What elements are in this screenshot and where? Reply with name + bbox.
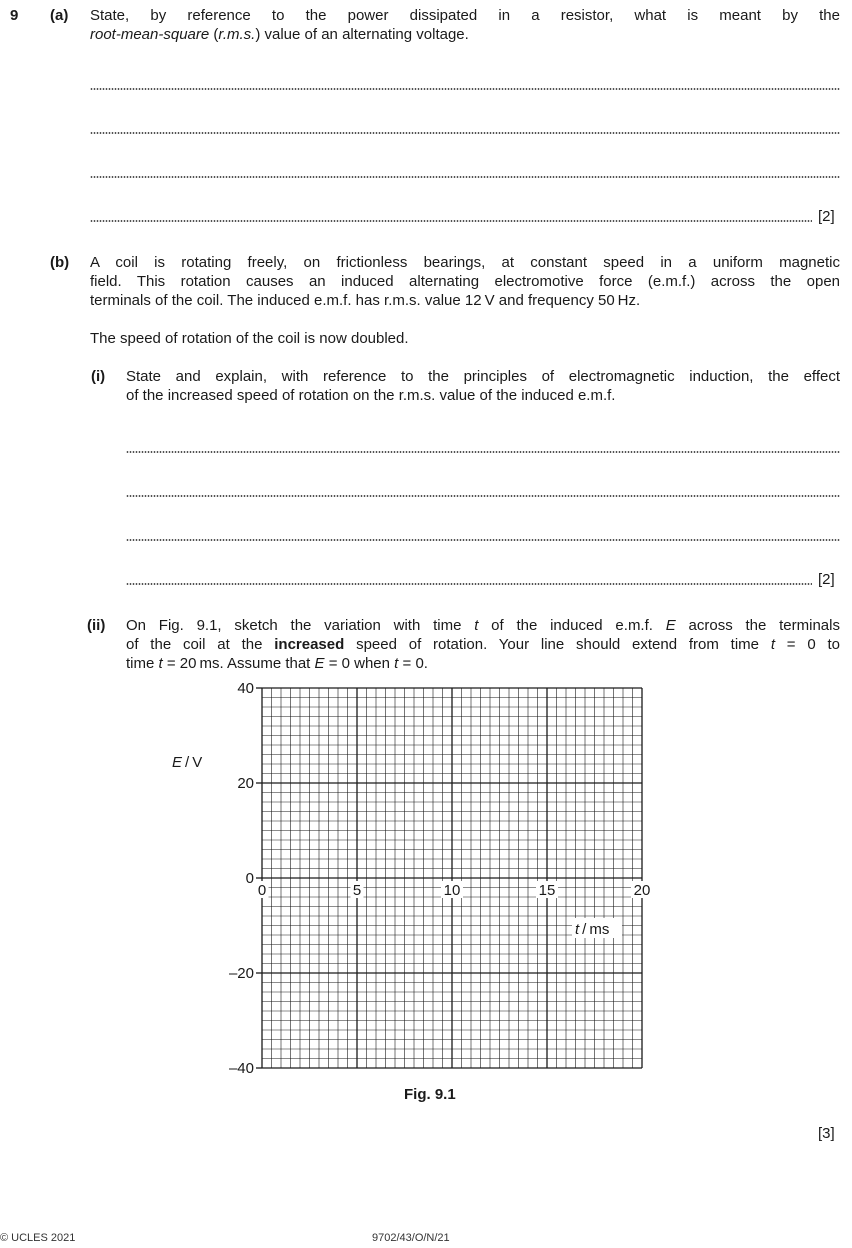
- bii-l3e: = 0 when: [324, 655, 395, 672]
- part-a-text-line1: State, by reference to the power dissipated in a resistor, what is meant by the: [90, 7, 840, 24]
- rms-abbrev: r.m.s.: [218, 26, 256, 43]
- part-b-text-line1: A coil is rotating freely, on frictionless bearings, at constant speed in a uniform magnetic: [90, 254, 840, 271]
- part-bi-text-line1: State and explain, with reference to the principles of electromagnetic induction, the effect: [126, 368, 840, 385]
- y-axis-unit: / V: [182, 754, 203, 771]
- bii-l2e: = 0 to: [774, 636, 840, 653]
- x-axis-label: [575, 921, 609, 938]
- x-tick-label: 5: [352, 882, 362, 899]
- x-tick-label: 0: [257, 882, 267, 899]
- y-tick-label: –40: [228, 1060, 254, 1077]
- marks-bi: [2]: [818, 571, 835, 588]
- part-a-label: (a): [50, 7, 69, 24]
- bii-l2d: t: [770, 636, 775, 653]
- part-b-label: (b): [50, 254, 70, 271]
- bii-l1e: across the terminals: [675, 617, 840, 634]
- part-a-text-end: ) value of an alternating voltage.: [255, 26, 469, 43]
- x-tick-label: 15: [538, 882, 556, 899]
- part-bii-label: (ii): [87, 617, 106, 634]
- paren-open: (: [209, 26, 219, 43]
- bii-l3f: t: [394, 655, 399, 672]
- bii-l1c: of the induced e.m.f.: [478, 617, 666, 634]
- marks-bii: [3]: [818, 1125, 835, 1142]
- bii-l1a: On Fig. 9.1, sketch the variation with time: [126, 617, 475, 634]
- bii-l2c: speed of rotation. Your line should extend from time: [344, 636, 771, 653]
- bii-l3g: = 0.: [398, 655, 428, 672]
- y-axis-variable: E: [172, 754, 183, 771]
- part-bi-text-line2: of the increased speed of rotation on the r.m.s. value of the induced e.m.f.: [126, 387, 616, 404]
- y-tick-label: 0: [245, 870, 254, 887]
- x-axis-variable: t: [575, 921, 580, 938]
- bii-l3b: t: [158, 655, 163, 672]
- footer-paper-code: 9702/43/O/N/21: [372, 1232, 450, 1244]
- bii-l1d: E: [665, 617, 676, 634]
- bii-l3d: E: [314, 655, 325, 672]
- bii-l1b: t: [474, 617, 479, 634]
- part-bi-label: (i): [91, 368, 106, 385]
- x-tick-label: 20: [633, 882, 651, 899]
- x-tick-label: 10: [443, 882, 461, 899]
- rms-term: root-mean-square: [90, 26, 210, 43]
- y-tick-label: –20: [228, 965, 254, 982]
- bii-l2b: increased: [274, 636, 345, 653]
- question-number: 9: [10, 7, 19, 24]
- y-tick-label: 40: [237, 680, 254, 697]
- y-tick-labels: [229, 680, 262, 1077]
- y-tick-label: 20: [237, 775, 254, 792]
- footer-copyright: © UCLES 2021: [0, 1232, 76, 1244]
- x-axis-unit: / ms: [579, 921, 610, 938]
- bii-l2a: of the coil at the: [126, 636, 275, 653]
- part-b-text-line3: terminals of the coil. The induced e.m.f. has r.m.s. value 12 V and frequency 50 Hz.: [90, 292, 641, 309]
- part-b-text-line4: The speed of rotation of the coil is now doubled.: [90, 330, 409, 347]
- figure-caption: Fig. 9.1: [404, 1086, 456, 1103]
- x-tick-labels: [256, 881, 654, 899]
- bii-l3c: = 20 ms. Assume that: [162, 655, 315, 672]
- part-b-text-line2: field. This rotation causes an induced alternating electromotive force (e.m.f.) across the open: [90, 273, 840, 290]
- y-axis-label: [172, 754, 202, 771]
- bii-l3a: time: [126, 655, 159, 672]
- marks-a: [2]: [818, 208, 835, 225]
